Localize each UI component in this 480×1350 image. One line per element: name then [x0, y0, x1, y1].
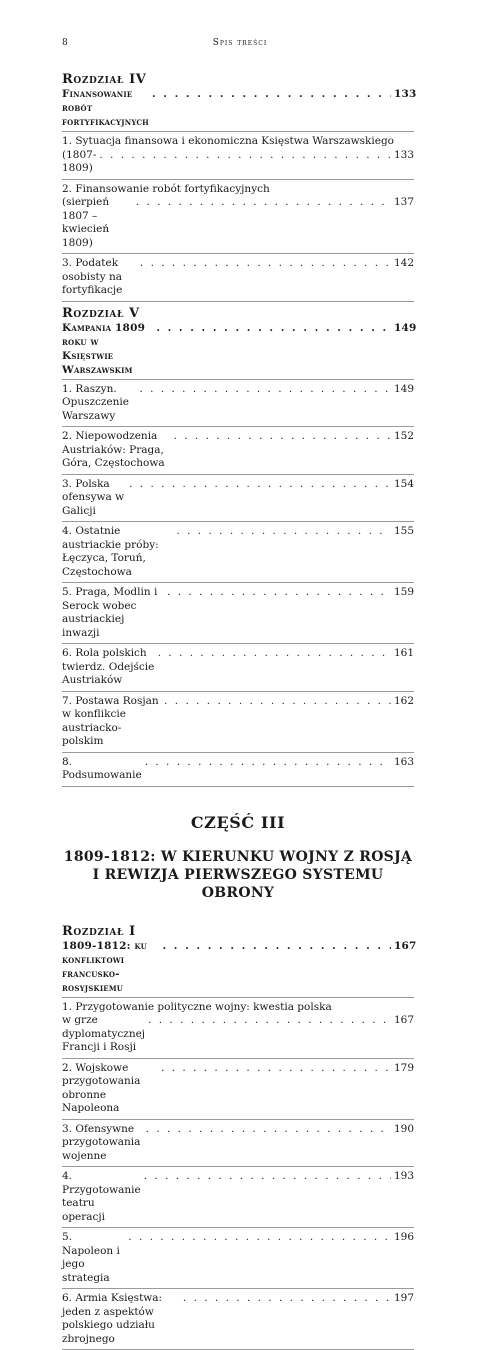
chapter-label: Rozdział V	[62, 306, 414, 321]
toc-entry	[62, 380, 414, 428]
leader-dots	[158, 647, 391, 661]
toc-content	[62, 72, 414, 1350]
page-ref: 133	[394, 87, 414, 101]
leader-dots	[174, 430, 391, 444]
entry-row	[62, 756, 414, 783]
leader-dots	[145, 756, 391, 770]
entry-text: 3. Ofensywne przygotowania wojenne	[62, 1123, 143, 1164]
entry-row	[62, 1292, 414, 1346]
entry-text: 5. Napoleon i jego strategia	[62, 1231, 125, 1285]
toc-entry	[62, 1228, 414, 1289]
chapter-title	[62, 939, 160, 995]
leader-dots	[144, 1170, 391, 1184]
leader-dots	[136, 196, 391, 210]
entry-row	[62, 478, 414, 519]
leader-dots	[148, 1014, 391, 1028]
leader-dots	[176, 525, 391, 539]
toc-entry	[62, 180, 414, 255]
entry-row	[62, 430, 414, 471]
entry-text: 1. Sytuacja finansowa i ekonomiczna Księstwa Warszawskiego	[62, 135, 414, 149]
page-ref: 167	[394, 939, 414, 953]
entry-text: 8. Podsumowanie	[62, 756, 142, 783]
page-ref: 159	[394, 586, 414, 600]
chapter-title-year: 1809-1812:	[62, 940, 131, 952]
page-ref: 162	[394, 695, 414, 709]
chapter-iv	[62, 72, 414, 302]
chapter-title-row	[62, 939, 414, 995]
leader-dots	[183, 1292, 391, 1306]
toc-entry	[62, 427, 414, 475]
entry-text: 4. Ostatnie austriackie próby: Łęczyca, Toruń, Częstochowa	[62, 525, 173, 579]
toc-entry	[62, 1059, 414, 1120]
toc-entry	[62, 753, 414, 787]
entry-row	[62, 383, 414, 424]
entry-text: 5. Praga, Modlin i Serock wobec austriackiej inwazji	[62, 586, 164, 640]
page-ref: 133	[394, 149, 414, 163]
entry-text: 2. Wojskowe przygotowania obronne Napoleona	[62, 1062, 158, 1116]
leader-dots	[164, 695, 391, 709]
entry-text: 1. Przygotowanie polityczne wojny: kwestia polska	[62, 1001, 414, 1015]
chapter-label: Rozdział I	[62, 924, 414, 939]
page-ref: 179	[394, 1062, 414, 1076]
toc-entry	[62, 692, 414, 753]
page-ref: 152	[394, 430, 414, 444]
leader-dots	[128, 1231, 391, 1245]
toc-entry	[62, 1289, 414, 1350]
toc-entry	[62, 1120, 414, 1168]
entry-text: (1807-1809)	[62, 149, 96, 176]
leader-dots	[99, 149, 391, 163]
page-ref: 137	[394, 196, 414, 210]
entry-text: 6. Rola polskich twierdz. Odejście Austriaków	[62, 647, 155, 688]
entry-row	[62, 647, 414, 688]
chapter-title-block	[62, 939, 414, 998]
toc-entry	[62, 998, 414, 1059]
toc-entry	[62, 254, 414, 302]
toc-entry	[62, 132, 414, 180]
leader-dots	[140, 257, 391, 271]
chapter-title-block	[62, 321, 414, 380]
chapter-entries	[62, 998, 414, 1350]
entry-text: 7. Postawa Rosjan w konflikcie austriacko-polskim	[62, 695, 161, 749]
entry-text: 3. Podatek osobisty na fortyfikacje	[62, 257, 137, 298]
page-ref: 154	[394, 478, 414, 492]
chapter-title-block	[62, 87, 414, 132]
page-ref: 190	[394, 1123, 414, 1137]
toc-entry	[62, 1167, 414, 1228]
chapter-v	[62, 306, 414, 787]
leader-dots	[161, 1062, 391, 1076]
running-head: Spis treści	[0, 38, 480, 48]
entry-text: 2. Niepowodzenia Austriaków: Praga, Góra, Częstochowa	[62, 430, 171, 471]
entry-row	[62, 1123, 414, 1164]
chapter-label: Rozdział IV	[62, 72, 414, 87]
part-subtitle-line: 1809-1812: W KIERUNKU WOJNY Z ROSJĄ	[62, 848, 414, 866]
chapter-title: Finansowanie robót fortyfikacyjnych	[62, 87, 149, 129]
page-ref: 142	[394, 257, 414, 271]
part-heading: CZĘŚĆ III	[62, 813, 414, 832]
entry-row	[62, 1062, 414, 1116]
chapter-i	[62, 924, 414, 1350]
entry-row	[62, 196, 414, 250]
entry-row	[62, 1231, 414, 1285]
toc-entry	[62, 644, 414, 692]
entry-row	[62, 149, 414, 176]
leader-dots	[146, 1123, 391, 1137]
entry-text: 3. Polska ofensywa w Galicji	[62, 478, 126, 519]
leader-dots	[152, 87, 391, 101]
entry-row	[62, 695, 414, 749]
entry-text: 2. Finansowanie robót fortyfikacyjnych	[62, 183, 414, 197]
page-ref: 167	[394, 1014, 414, 1028]
chapter-title-text: ku konfliktowi francusko- rosyjskiemu	[62, 940, 147, 994]
toc-entry	[62, 475, 414, 523]
entry-text: 6. Armia Księstwa: jeden z aspektów polskiego udziału zbrojnego	[62, 1292, 180, 1346]
page-ref: 163	[394, 756, 414, 770]
page-ref: 197	[394, 1292, 414, 1306]
page-number: 8	[62, 38, 68, 48]
part-subtitle-line: I REWIZJA PIERWSZEGO SYSTEMU OBRONY	[62, 866, 414, 902]
entry-text: 1. Raszyn. Opuszczenie Warszawy	[62, 383, 136, 424]
toc-entry	[62, 522, 414, 583]
leader-dots	[139, 383, 391, 397]
leader-dots	[156, 321, 391, 335]
entry-text: (sierpień 1807 – kwiecień 1809)	[62, 196, 133, 250]
entry-text: w grze dyplomatycznej Francji i Rosji	[62, 1014, 145, 1055]
page-ref: 193	[394, 1170, 414, 1184]
part-subtitle	[62, 848, 414, 902]
chapter-title-row	[62, 321, 414, 377]
leader-dots	[163, 939, 392, 953]
chapter-entries	[62, 380, 414, 787]
entry-row	[62, 1170, 414, 1224]
leader-dots	[129, 478, 391, 492]
page-ref: 149	[394, 383, 414, 397]
entry-row	[62, 257, 414, 298]
page-ref: 161	[394, 647, 414, 661]
entry-row	[62, 1014, 414, 1055]
page-ref: 149	[394, 321, 414, 335]
entry-row	[62, 525, 414, 579]
entry-text: 4. Przygotowanie teatru operacji	[62, 1170, 141, 1224]
page-ref: 155	[394, 525, 414, 539]
chapter-title-row	[62, 87, 414, 129]
toc-entry	[62, 583, 414, 644]
page-ref: 196	[394, 1231, 414, 1245]
chapter-title: Kampania 1809 roku w Księstwie Warszawskim	[62, 321, 153, 377]
leader-dots	[167, 586, 391, 600]
entry-row	[62, 586, 414, 640]
